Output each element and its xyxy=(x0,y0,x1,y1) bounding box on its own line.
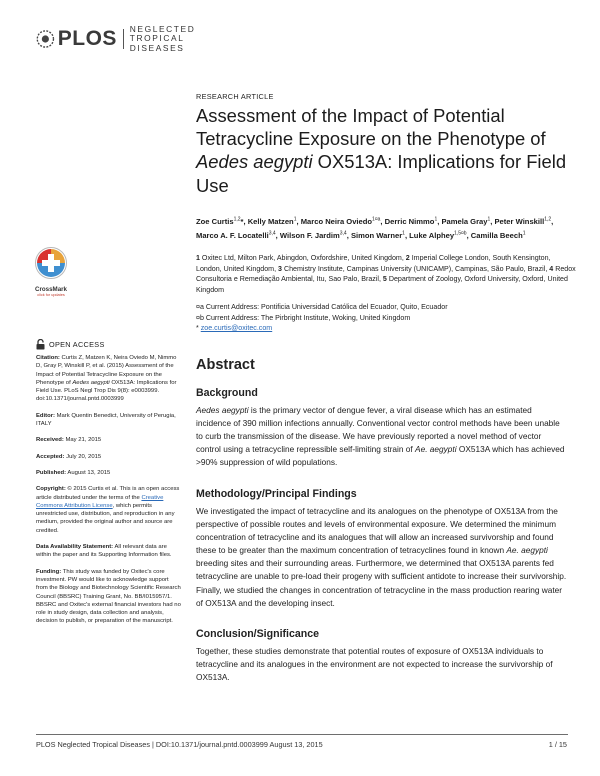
page-number: 1 / 15 xyxy=(548,740,567,749)
article-title xyxy=(196,104,576,197)
methods-heading: Methodology/Principal Findings xyxy=(196,488,357,500)
affil-num: 3 xyxy=(278,264,282,273)
title-line4: Use xyxy=(196,174,229,196)
affil-text: Department of Zoology, Oxford University, Oxford, United Kingdom xyxy=(196,275,568,294)
copyright: Copyright: © 2015 Curtis et al. This is an open access article distributed under the terms of the Creative Commons Attribution License, which permits unrestricted use, distribution, and reproduction in any medium, provided the original author and source are credited. xyxy=(36,486,180,534)
article-metadata-sidebar xyxy=(36,354,182,634)
author[interactable]: Wilson F. Jardim$^{3,4}$, xyxy=(279,230,351,241)
journal-name-line2: TROPICAL DISEASES xyxy=(129,33,185,53)
logo-divider xyxy=(123,29,124,49)
received-date: Received: May 21, 2015 xyxy=(36,437,102,444)
author[interactable]: Luke Alphey$^{1,5¤b}$, xyxy=(409,230,471,241)
author[interactable]: Kelly Matzen$^1$, xyxy=(247,216,301,226)
affil-num: 1 xyxy=(196,254,200,262)
accepted-date: Accepted: July 20, 2015 xyxy=(36,453,102,460)
crossmark-label: CrossMark xyxy=(35,286,67,293)
title-line1: Assessment of the Impact of Potential xyxy=(196,105,505,126)
author-list xyxy=(196,213,576,242)
journal-logo xyxy=(36,23,226,53)
published-date: Published: August 13, 2015 xyxy=(36,469,111,476)
data-availability: Data Availability Statement: All relevant data are within the paper and its Supporting Information files. xyxy=(36,544,172,559)
crossmark-icon xyxy=(34,246,68,280)
affil-text: Chemistry Institute, Campinas University (UNICAMP), Campinas, São Paulo, Brazil, xyxy=(281,264,550,273)
background-paragraph: Aedes aegypti is the primary vector of dengue fever, a viral disease which has an estimated incidence of 390 million infections annually. Conventional vector control methods have been unable to curb the transmission of the disease. We have previously reported a novel method of vector control using a tetracycline repressible self-limiting strain of Ae. aegypti OX513A which has achieved >90% suppression of wild populations. xyxy=(196,405,565,468)
affiliations xyxy=(196,253,576,295)
open-lock-icon xyxy=(36,339,45,350)
current-addresses xyxy=(196,302,576,334)
open-access-label: OPEN ACCESS xyxy=(49,340,105,349)
license-link[interactable]: Creative Commons Attribution License xyxy=(36,494,164,509)
article-type: RESEARCH ARTICLE xyxy=(196,92,274,101)
author[interactable]: Marco A. F. Locatelli$^{3,4}$, xyxy=(196,230,280,241)
current-address-a: ¤a Current Address: Pontificia Universidad Católica del Ecuador, Quito, Ecuador xyxy=(196,303,448,311)
corresponding-email-link[interactable]: zoe.curtis@oxitec.com xyxy=(200,324,273,333)
title-line3: OX513A: Implications for Field xyxy=(312,151,567,173)
author[interactable]: Camilla Beech$^1$ xyxy=(470,230,526,241)
affil-text: Imperial College London, South Kensington, London, United Kingdom, xyxy=(196,254,551,273)
footer-divider xyxy=(36,734,568,735)
methods-paragraph: We investigated the impact of tetracycline and its analogues on the phenotype of OX513A from the perspective of possible routes and levels of environmental exposure. We determined the minimum concentration of tetracycline and its analogues that will allow an increased survivorship and found these to be greater than the maximum concentration of tetracyclines found in known Ae. aegypti breeding sites and their surrounding areas. Furthermore, we determined that OX513A parents fed tetracycline are unable to pre-load their progeny with sufficient antidote to increase their survivorship. Finally, we studied the changes in concentration of tetracycline in the mass production rearing water of OX513A and the developing insect. xyxy=(196,506,567,608)
editor: Editor: Mark Quentin Benedict, University of Perugia, ITALY xyxy=(36,412,176,428)
affil-text: Redox Consultoria e Remediação Ambiental, Itu, Sao Palo, Brazil, xyxy=(196,264,576,284)
title-line2: Tetracycline Exposure on the Phenotype of xyxy=(196,128,546,150)
author[interactable]: Derric Nimmo$^1$, xyxy=(384,216,442,226)
affil-num: 2 xyxy=(405,254,410,262)
conclusion-paragraph: Together, these studies demonstrate that potential routes of exposure of OX513A individuals to tetracycline and its analogues in the environment are not expected to increase the survivorship of OX513A. xyxy=(196,646,553,683)
crossmark-sub: click for updates xyxy=(37,293,65,297)
affil-num: 4 xyxy=(549,264,554,273)
funding: Funding: This study was funded by Oxitec's core investment. PW would like to acknowledge support from the Biology and Biotechnology Scientific Research Council (BBSRC) Training Grant, No. BB/I015957/1. BBSRC and Oxitec's external financial investors had no role in study design, data collection and analysis, decision to publish, or preparation of the manuscript. xyxy=(36,568,181,625)
footer-citation: PLOS Neglected Tropical Diseases | DOI:10.1371/journal.pntd.0003999 August 13, 2015 xyxy=(36,740,323,749)
plos-logo-mark-icon xyxy=(36,28,55,50)
author[interactable]: Simon Warner$^1$, xyxy=(350,230,410,241)
title-species: Aedes aegypti xyxy=(196,151,313,173)
affil-text: Oxitec Ltd, Milton Park, Abingdon, Oxfordshire, United Kingdom, xyxy=(199,254,406,262)
author[interactable]: Pamela Gray$^1$, xyxy=(441,216,495,226)
affil-num: 5 xyxy=(382,275,387,284)
citation: Citation: Curtis Z, Matzen K, Neira Oviedo M, Nimmo D, Gray P, Winskill P, et al. (2015) Assessment of the Impact of Potential Tetracycline Exposure on the Phenotype of Aedes aegypti OX513A: Implications for Field Use. PLoS Negl Trop Dis 9(8): e0003999. doi:10.1371/journal.pntd.0003999 xyxy=(36,355,177,403)
journal-name xyxy=(130,25,226,54)
corresponding-author: * zoe.curtis@oxitec.com xyxy=(196,324,273,333)
background-heading: Background xyxy=(196,387,258,399)
plos-wordmark: PLOS xyxy=(57,27,117,50)
conclusion-heading: Conclusion/Significance xyxy=(196,628,320,640)
author[interactable]: Marco Neira Oviedo$^{1¤a}$, xyxy=(300,216,385,226)
author[interactable]: Zoe Curtis$^{1,2}$*, xyxy=(196,216,248,226)
current-address-b: ¤b Current Address: The Pirbright Institute, Woking, United Kingdom xyxy=(196,313,411,322)
author[interactable]: Peter Winskill$^{1,2}$, xyxy=(494,216,554,226)
abstract-heading: Abstract xyxy=(196,357,255,373)
journal-name-line1: NEGLECTED xyxy=(129,23,196,34)
open-access-badge xyxy=(36,339,105,350)
crossmark-badge[interactable] xyxy=(34,246,68,297)
